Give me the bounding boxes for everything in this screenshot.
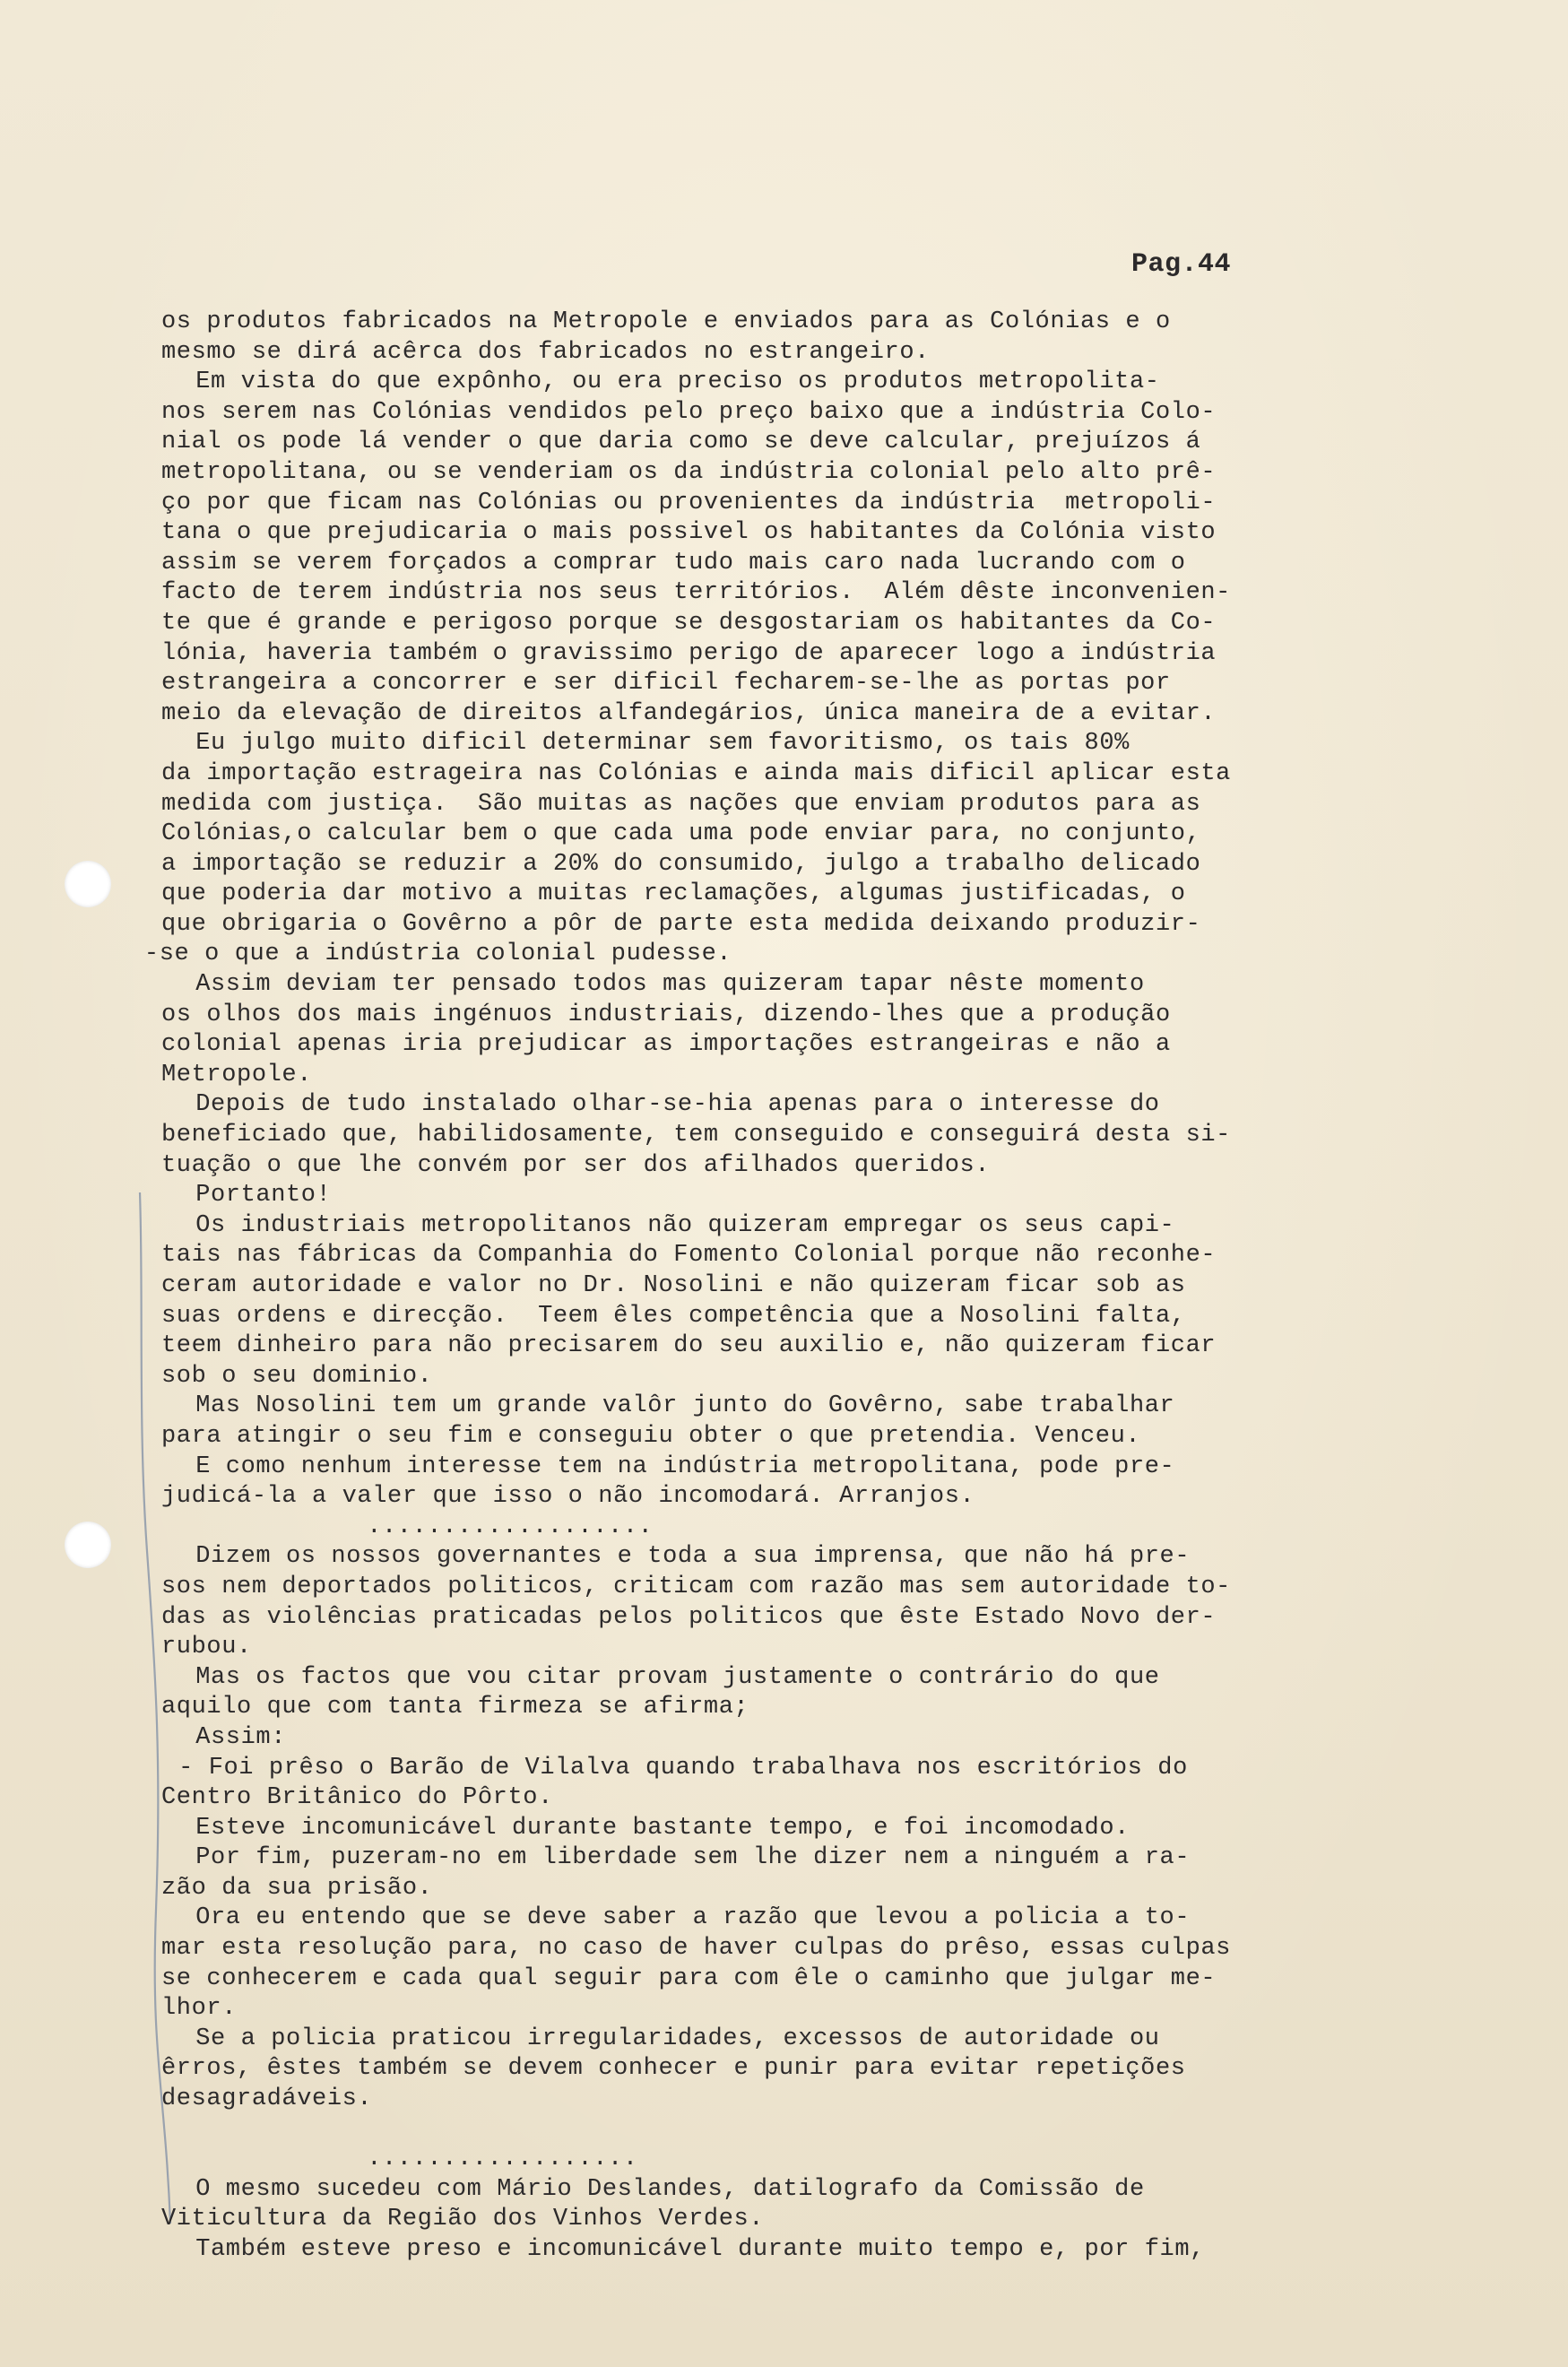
text-line: Eu julgo muito dificil determinar sem favoritismo, os tais 80% [195, 730, 1130, 758]
text-line: Também esteve preso e incomunicável durante muito tempo e, por fim, [195, 2236, 1205, 2263]
page-number: Pag.44 [1131, 249, 1232, 280]
text-line: medida com justiça. São muitas as nações que enviam produtos para as [161, 790, 1201, 818]
text-line: tuação o que lhe convém por ser dos afilhados queridos. [161, 1151, 991, 1179]
text-line: colonial apenas iria prejudicar as importações estrangeiras e não a [161, 1031, 1171, 1059]
text-line: Esteve incomunicável durante bastante tempo, e foi incomodado. [195, 1814, 1130, 1842]
text-line: beneficiado que, habilidosamente, tem conseguido e conseguirá desta si- [161, 1122, 1231, 1149]
text-line: que poderia dar motivo a muitas reclamações, algumas justificadas, o [161, 880, 1186, 908]
text-line: E como nenhum interesse tem na indústria metropolitana, pode pre- [195, 1452, 1175, 1480]
text-line: ço por que ficam nas Colónias ou provenientes da indústria metropoli- [161, 489, 1217, 516]
text-line: - Foi prêso o Barão de Vilalva quando trabalhava nos escritórios do [178, 1754, 1188, 1782]
text-line: mesmo se dirá acêrca dos fabricados no estrangeiro. [161, 338, 930, 366]
text-line: Mas Nosolini tem um grande valôr junto do Govêrno, sabe trabalhar [195, 1392, 1175, 1420]
text-line: Mas os factos que vou citar provam justamente o contrário do que [195, 1663, 1160, 1691]
text-line: Em vista do que expônho, ou era preciso os produtos metropolita- [195, 368, 1160, 396]
text-line: tais nas fábricas da Companhia do Fomento Colonial porque não reconhe- [161, 1242, 1217, 1270]
text-line: desagradáveis. [161, 2085, 373, 2113]
text-line: Assim: [195, 1723, 287, 1751]
text-line: metropolitana, ou se venderiam os da indústria colonial pelo alto prê- [161, 458, 1217, 486]
text-line: teem dinheiro para não precisarem do seu auxilio e, não quizeram ficar [161, 1332, 1217, 1360]
text-line: Centro Britânico do Pôrto. [161, 1784, 553, 1812]
text-line: lhor. [161, 1995, 238, 2023]
text-line: os olhos dos mais ingénuos industriais, dizendo-lhes que a produção [161, 1001, 1171, 1028]
text-line: rubou. [161, 1634, 252, 1661]
text-line: estrangeira a concorrer e ser dificil fecharem-se-lhe as portas por [161, 670, 1171, 698]
punch-hole-upper [65, 861, 111, 907]
text-line: sos nem deportados politicos, criticam com razão mas sem autoridade to- [161, 1573, 1231, 1600]
text-line: assim se verem forçados a comprar tudo mais caro nada lucrando com o [161, 549, 1186, 577]
text-line: Portanto! [195, 1182, 332, 1210]
text-line: ................... [367, 1513, 654, 1540]
document-body [143, 308, 1434, 2266]
text-line: zão da sua prisão. [161, 1874, 433, 1902]
text-line: da importação estrageira nas Colónias e ainda mais dificil aplicar esta [161, 759, 1231, 787]
text-line: Depois de tudo instalado olhar-se-hia apenas para o interesse do [195, 1091, 1160, 1119]
text-line: mar esta resolução para, no caso de haver culpas do prêso, essas culpas [161, 1935, 1231, 1963]
text-line [161, 2115, 1434, 2146]
text-line: -se o que a indústria colonial pudesse. [143, 941, 732, 968]
text-line: Assim deviam ter pensado todos mas quizeram tapar nêste momento [195, 971, 1145, 999]
text-line: Os industriais metropolitanos não quizeram empregar os seus capi- [195, 1211, 1175, 1239]
text-line: judicá-la a valer que isso o não incomodará. Arranjos. [161, 1483, 975, 1511]
text-line: nos serem nas Colónias vendidos pelo preço baixo que a indústria Colo- [161, 398, 1217, 426]
text-line: O mesmo sucedeu com Mário Deslandes, datilografo da Comissão de [195, 2175, 1145, 2203]
text-line: sob o seu dominio. [161, 1362, 433, 1390]
text-line: êrros, êstes também se devem conhecer e punir para evitar repetições [161, 2055, 1186, 2083]
text-line: Viticultura da Região dos Vinhos Verdes. [161, 2206, 765, 2233]
text-line: suas ordens e direcção. Teem êles competência que a Nosolini falta, [161, 1302, 1186, 1330]
punch-hole-lower [65, 1522, 111, 1568]
text-line: os produtos fabricados na Metropole e enviados para as Colónias e o [161, 308, 1171, 335]
text-line: facto de terem indústria nos seus territórios. Além dêste inconvenien- [161, 579, 1231, 607]
text-line: Ora eu entendo que se deve saber a razão que levou a policia a to- [195, 1904, 1191, 1932]
text-line: das as violências praticadas pelos politicos que êste Estado Novo der- [161, 1603, 1217, 1631]
text-line: Por fim, puzeram-no em liberdade sem lhe dizer nem a ninguém a ra- [195, 1844, 1191, 1872]
text-line: ceram autoridade e valor no Dr. Nosolini e não quizeram ficar sob as [161, 1272, 1186, 1299]
text-line: a importação se reduzir a 20% do consumido, julgo a trabalho delicado [161, 850, 1201, 878]
text-line: Metropole. [161, 1061, 313, 1088]
text-line: aquilo que com tanta firmeza se afirma; [161, 1694, 749, 1721]
text-line: que obrigaria o Govêrno a pôr de parte esta medida deixando produzir- [161, 910, 1201, 938]
text-line: Se a policia praticou irregularidades, excessos de autoridade ou [195, 2025, 1160, 2052]
text-line: Dizem os nossos governantes e toda a sua imprensa, que não há pre- [195, 1543, 1191, 1571]
text-line: lónia, haveria também o gravissimo perigo de aparecer logo a indústria [161, 639, 1217, 667]
text-line: .................. [367, 2146, 638, 2173]
text-line: meio da elevação de direitos alfandegários, única maneira de a evitar. [161, 699, 1217, 727]
text-line: se conhecerem e cada qual seguir para com êle o caminho que julgar me- [161, 1964, 1217, 1992]
text-line: Colónias,o calcular bem o que cada uma pode enviar para, no conjunto, [161, 820, 1201, 848]
text-line: tana o que prejudicaria o mais possivel os habitantes da Colónia visto [161, 519, 1217, 547]
text-line: para atingir o seu fim e conseguiu obter o que pretendia. Venceu. [161, 1422, 1141, 1450]
text-line: nial os pode lá vender o que daria como se deve calcular, prejuízos á [161, 429, 1201, 456]
text-line: te que é grande e perigoso porque se desgostariam os habitantes da Co- [161, 609, 1217, 637]
